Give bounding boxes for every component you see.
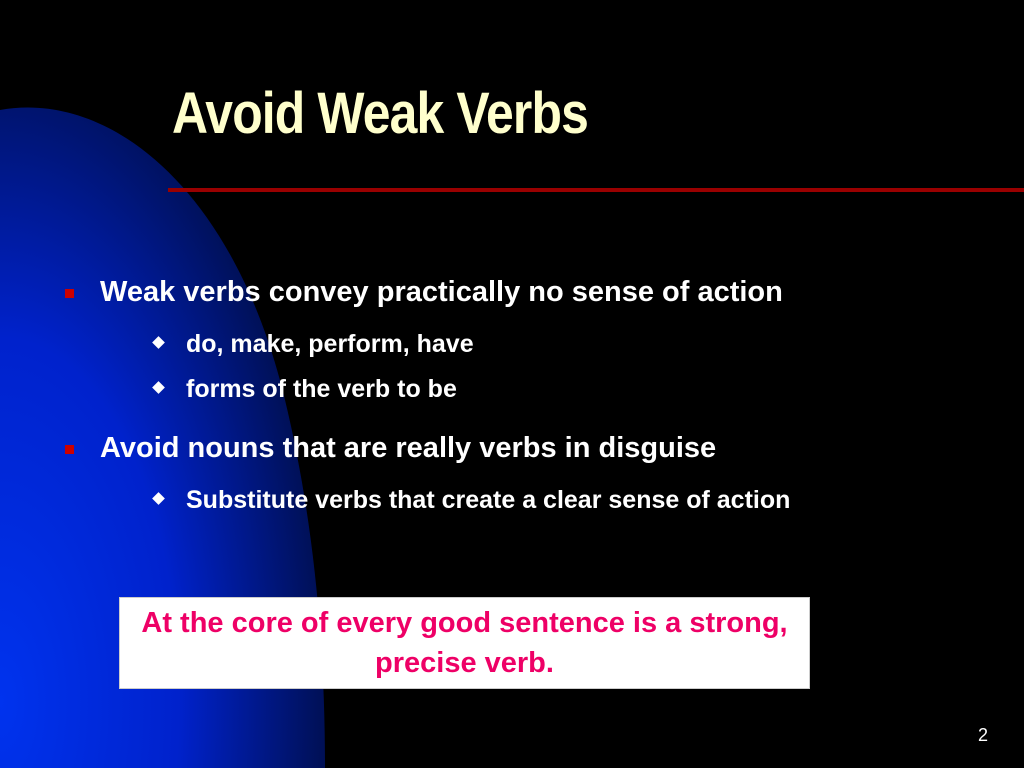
sub-bullet-text: do, make, perform, have bbox=[186, 330, 474, 358]
diamond-bullet-icon bbox=[152, 381, 165, 394]
diamond-bullet-icon bbox=[152, 492, 165, 505]
callout-text: At the core of every good sentence is a strong, precise verb. bbox=[141, 607, 788, 679]
square-bullet-icon bbox=[65, 289, 74, 298]
sub-bullet-item bbox=[146, 322, 960, 367]
bullet-item-2 bbox=[60, 426, 960, 523]
page-number: 2 bbox=[977, 725, 988, 745]
sub-bullet-text: forms of the verb to be bbox=[186, 375, 457, 403]
sub-bullet-item bbox=[146, 367, 960, 412]
callout-box bbox=[119, 597, 810, 689]
sub-bullet-text: Substitute verbs that create a clear sense of action bbox=[186, 486, 791, 514]
square-bullet-icon bbox=[65, 445, 74, 454]
title-divider bbox=[168, 188, 1024, 192]
sub-bullet-item bbox=[146, 478, 960, 523]
bullet-text: Weak verbs convey practically no sense of action bbox=[100, 276, 783, 308]
sub-bullet-list bbox=[100, 322, 960, 412]
bullet-text: Avoid nouns that are really verbs in disguise bbox=[100, 432, 717, 464]
slide-title: Avoid Weak Verbs bbox=[172, 81, 588, 146]
sub-bullet-list bbox=[100, 478, 960, 523]
bullet-item-1 bbox=[60, 270, 960, 412]
bullet-list bbox=[60, 270, 960, 523]
diamond-bullet-icon bbox=[152, 336, 165, 349]
